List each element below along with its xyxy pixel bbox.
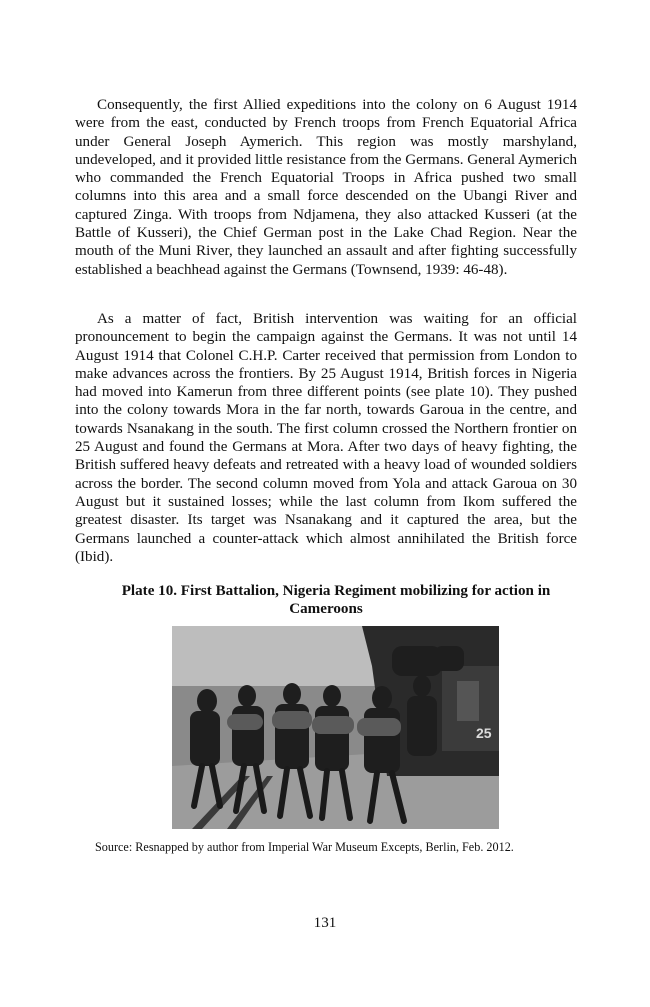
wagon-number: 25 xyxy=(476,725,492,741)
plate-caption-line-2: Cameroons xyxy=(289,601,363,618)
paragraph-french-expeditions: Consequently, the first Allied expeditions into the colony on 6 August 1914 were from the east, conducted by French troops from French Equatorial Africa under General Joseph Aymerich. This region was mostly marshyland, undeveloped, and it provided little resistance from the Germans. General Aymerich who commanded the French Equatorial Troops in Africa pushed two small columns into this area and a small force descended on the Ubangi River and captured Zinga. With troops from Ndjamena, they also attacked Kusseri (at the Battle of Kusseri), the Chief German post in the Lake Chad Region. Near the mouth of the Muni River, they launched an assault and after fighting successfully established a beachhead against the Germans (Townsend, 1939: 46-48). xyxy=(75,97,577,278)
page-number: 131 xyxy=(313,915,337,931)
photo-troops-boarding-train xyxy=(172,626,499,829)
plate-photograph xyxy=(172,626,499,829)
plate-caption-line-1: Plate 10. First Battalion, Nigeria Regiment mobilizing for action in xyxy=(121,583,551,599)
paragraph-british-intervention: As a matter of fact, British intervention was waiting for an official pronouncement to begin the campaign against the Germans. It was not until 14 August 1914 that Colonel C.H.P. Carter received that permission from London to make advances across the frontiers. By 25 August 1914, British forces in Nigeria had moved into Kamerun from three different points (see plate 10). They pushed into the colony towards Mora in the far north, towards Garoua in the centre, and towards Nsanakang in the south. The first column crossed the Northern frontier on 25 August and found the Germans at Mora. After two days of heavy fighting, the British suffered heavy defeats and retreated with a heavy load of wounded soldiers across the border. The second column moved from Yola and attack Garoua on 30 August but it sustained losses; while the last column from Ikom suffered the greatest disaster. Its target was Nsanakang and it captured the area, but the Germans launched a counter-attack which almost annihilated the British force (Ibid). xyxy=(75,311,577,565)
figure-source-note: Source: Resnapped by author from Imperial War Museum Excepts, Berlin, Feb. 2012. xyxy=(95,840,514,854)
plate-caption xyxy=(75,582,577,619)
